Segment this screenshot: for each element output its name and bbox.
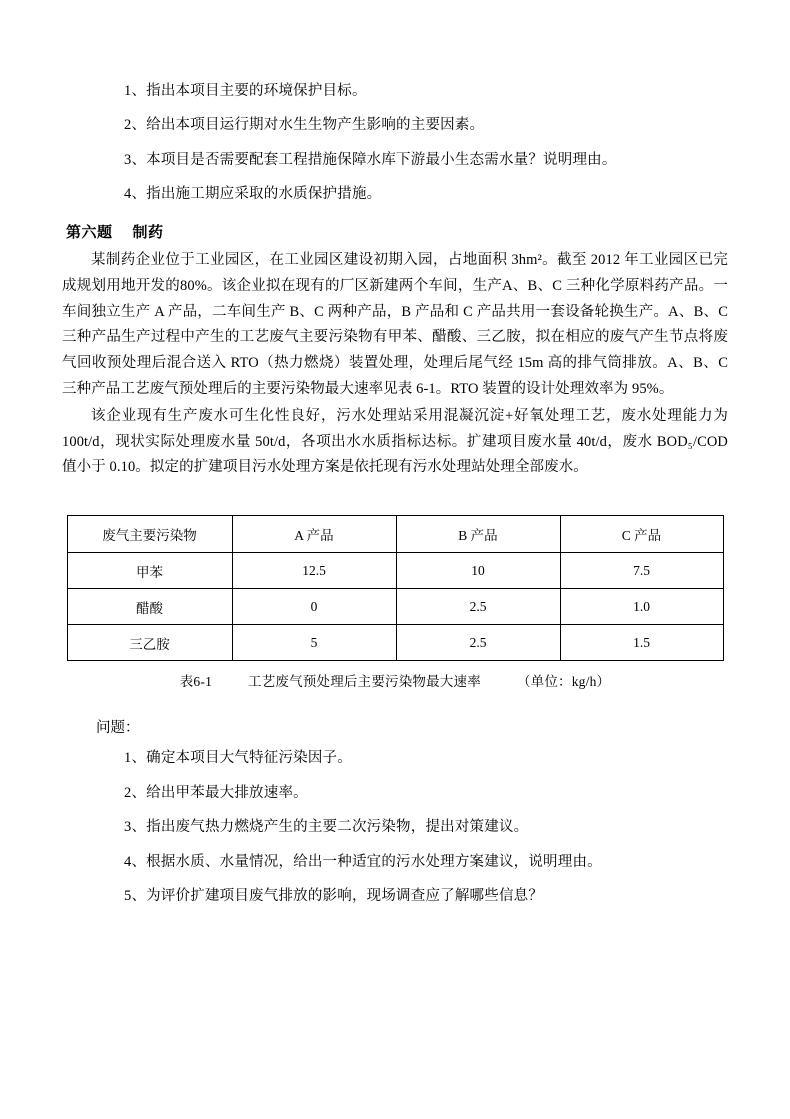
table-cell: 0: [232, 589, 396, 625]
table-caption: [62, 670, 728, 690]
table-caption-label: 表6-1: [179, 674, 213, 690]
table-cell: 2.5: [396, 589, 560, 625]
top-question-item: 1、指出本项目主要的环境保护目标。: [124, 83, 367, 99]
table-header-cell: 废气主要污染物: [67, 516, 232, 553]
table-row: [67, 553, 723, 589]
top-question-item: 2、给出本项目运行期对水生生物产生影响的主要因素。: [124, 117, 485, 134]
question-item: 3、指出废气热力燃烧产生的主要二次污染物，提出对策建议。: [124, 819, 529, 836]
table-header-cell: B 产品: [396, 516, 560, 553]
spacer: [62, 690, 728, 716]
table-row: [67, 589, 723, 625]
table-cell: 10: [396, 553, 560, 589]
table-cell: 7.5: [560, 553, 723, 589]
spacer: [62, 481, 728, 515]
top-question-item: 4、指出施工期应采取的水质保护措施。: [124, 186, 382, 203]
question-list: [62, 747, 728, 908]
table-caption-text: 工艺废气预处理后主要污染物最大速率: [248, 674, 481, 690]
question-item: 4、根据水质、水量情况，给出一种适宜的污水处理方案建议，说明理由。: [124, 853, 602, 870]
questions-label: 问题：: [96, 720, 140, 737]
table-row: [67, 625, 723, 661]
section-number: 第六题: [66, 224, 113, 241]
table-caption-unit: （单位：kg/h）: [516, 674, 611, 690]
body-paragraph-2: 该企业现有生产废水可生化性良好，污水处理站采用混凝沉淀+好氧处理工艺，废水处理能力为 100t/d，现状实际处理废水量 50t/d，各项出水水质指标达标。扩建项目废水量 40t/d，废水 BOD₅/COD 值小于 0.10。拟定的扩建项目污水处理方案是依托现有污水处理站处理全部废水。: [62, 407, 728, 476]
table-cell: 甲苯: [67, 553, 232, 589]
table-header-cell: C 产品: [560, 516, 723, 553]
table-header-row: [67, 516, 723, 553]
body-paragraph-1: 某制药企业位于工业园区，在工业园区建设初期入园，占地面积 3hm²。截至 2012 年工业园区已完成规划用地开发的80%。该企业拟在现有的厂区新建两个车间，生产A、B、C 三种化学原料药产品。一车间独立生产 A 产品，二车间生产 B、C 两种产品，B 产品和 C 产品共用一套设备轮换生产。A、B、C 三种产品生产过程中产生的工艺废气主要污染物有甲苯、醋酸、三乙胺，拟在相应的废气产生节点将废气回收预处理后混合送入 RTO（热力燃烧）装置处理，处理后尾气经 15m 高的排气筒排放。A、B、C 三种产品工艺废气预处理后的主要污染物最大速率见表 6-1。RTO 装置的设计处理效率为 95%。: [62, 251, 728, 397]
top-question-item: 3、本项目是否需要配套工程措施保障水库下游最小生态需水量？说明理由。: [124, 151, 617, 168]
table-cell: 12.5: [232, 553, 396, 589]
table-cell: 2.5: [396, 625, 560, 661]
table-cell: 1.5: [560, 625, 723, 661]
section-heading: [62, 221, 728, 242]
table-cell: 5: [232, 625, 396, 661]
table-cell: 1.0: [560, 589, 723, 625]
pollutant-rate-table: [67, 515, 724, 661]
question-item: 5、为评价扩建项目废气排放的影响，现场调查应了解哪些信息？: [124, 888, 544, 905]
table-header-cell: A 产品: [232, 516, 396, 553]
table-cell: 醋酸: [67, 589, 232, 625]
top-question-list: [62, 80, 728, 207]
question-item: 2、给出甲苯最大排放速率。: [124, 784, 308, 801]
section-title-text: 制药: [132, 224, 164, 241]
question-item: 1、确定本项目大气特征污染因子。: [124, 750, 352, 767]
table-cell: 三乙胺: [67, 625, 232, 661]
